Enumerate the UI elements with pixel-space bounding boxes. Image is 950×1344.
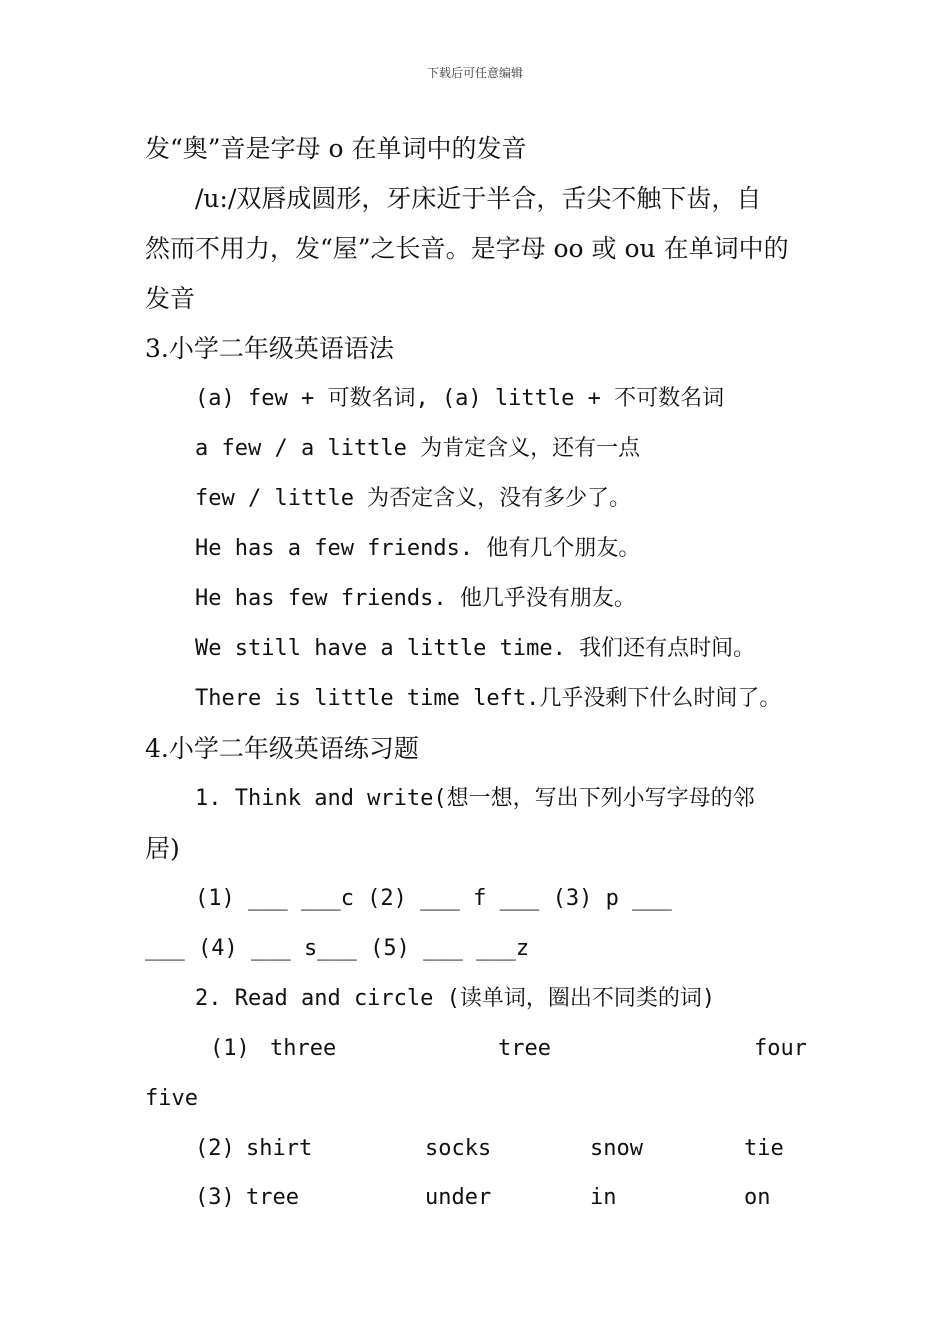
word: under (425, 1185, 492, 1210)
text-line: 发“奥”音是字母 o 在单词中的发音 (145, 134, 527, 163)
example-sentence: There is little time left.几乎没剩下什么时间了。 (195, 686, 782, 711)
row-number: (3) (195, 1185, 235, 1210)
word: socks (425, 1136, 492, 1161)
word: tree (498, 1036, 551, 1061)
example-sentence: We still have a little time. 我们还有点时间。 (195, 636, 756, 661)
exercise-instruction: 1. Think and write(想一想，写出下列小写字母的邻 (195, 786, 755, 811)
exercise-blanks: (1) ___ ___c (2) ___ f ___ (3) p ___ (195, 886, 672, 911)
text-line: 然而不用力，发“屋”之长音。是字母 oo 或 ou 在单词中的 (145, 234, 789, 263)
word: five (145, 1086, 198, 1111)
exercise-instruction: 2. Read and circle (读单词，圈出不同类的词) (195, 986, 716, 1011)
word: three (270, 1036, 337, 1061)
grammar-line: (a) few + 可数名词, (a) little + 不可数名词 (195, 386, 725, 411)
grammar-line: a few / a little 为肯定含义，还有一点 (195, 436, 641, 461)
text-line: 发音 (145, 284, 196, 313)
exercise-instruction: 居) (145, 834, 180, 863)
word: tie (744, 1136, 784, 1161)
example-sentence: He has few friends. 他几乎没有朋友。 (195, 586, 636, 611)
word: in (590, 1185, 617, 1210)
grammar-line: few / little 为否定含义，没有多少了。 (195, 486, 632, 511)
section-heading: 4.小学二年级英语练习题 (145, 734, 419, 763)
exercise-blanks: ___ (4) ___ s___ (5) ___ ___z (145, 936, 530, 961)
page-header: 下载后可任意编辑 (426, 66, 523, 80)
word: tree (246, 1185, 299, 1210)
example-sentence: He has a few friends. 他有几个朋友。 (195, 536, 641, 561)
word: on (744, 1185, 771, 1210)
row-number: (2) (195, 1136, 235, 1161)
word: four (754, 1036, 807, 1061)
row-number: (1) (210, 1036, 250, 1061)
word: shirt (246, 1136, 313, 1161)
word: snow (590, 1136, 643, 1161)
text-line: /u:/双唇成圆形，牙床近于半合，舌尖不触下齿，自 (195, 184, 762, 213)
section-heading: 3.小学二年级英语语法 (145, 334, 394, 363)
